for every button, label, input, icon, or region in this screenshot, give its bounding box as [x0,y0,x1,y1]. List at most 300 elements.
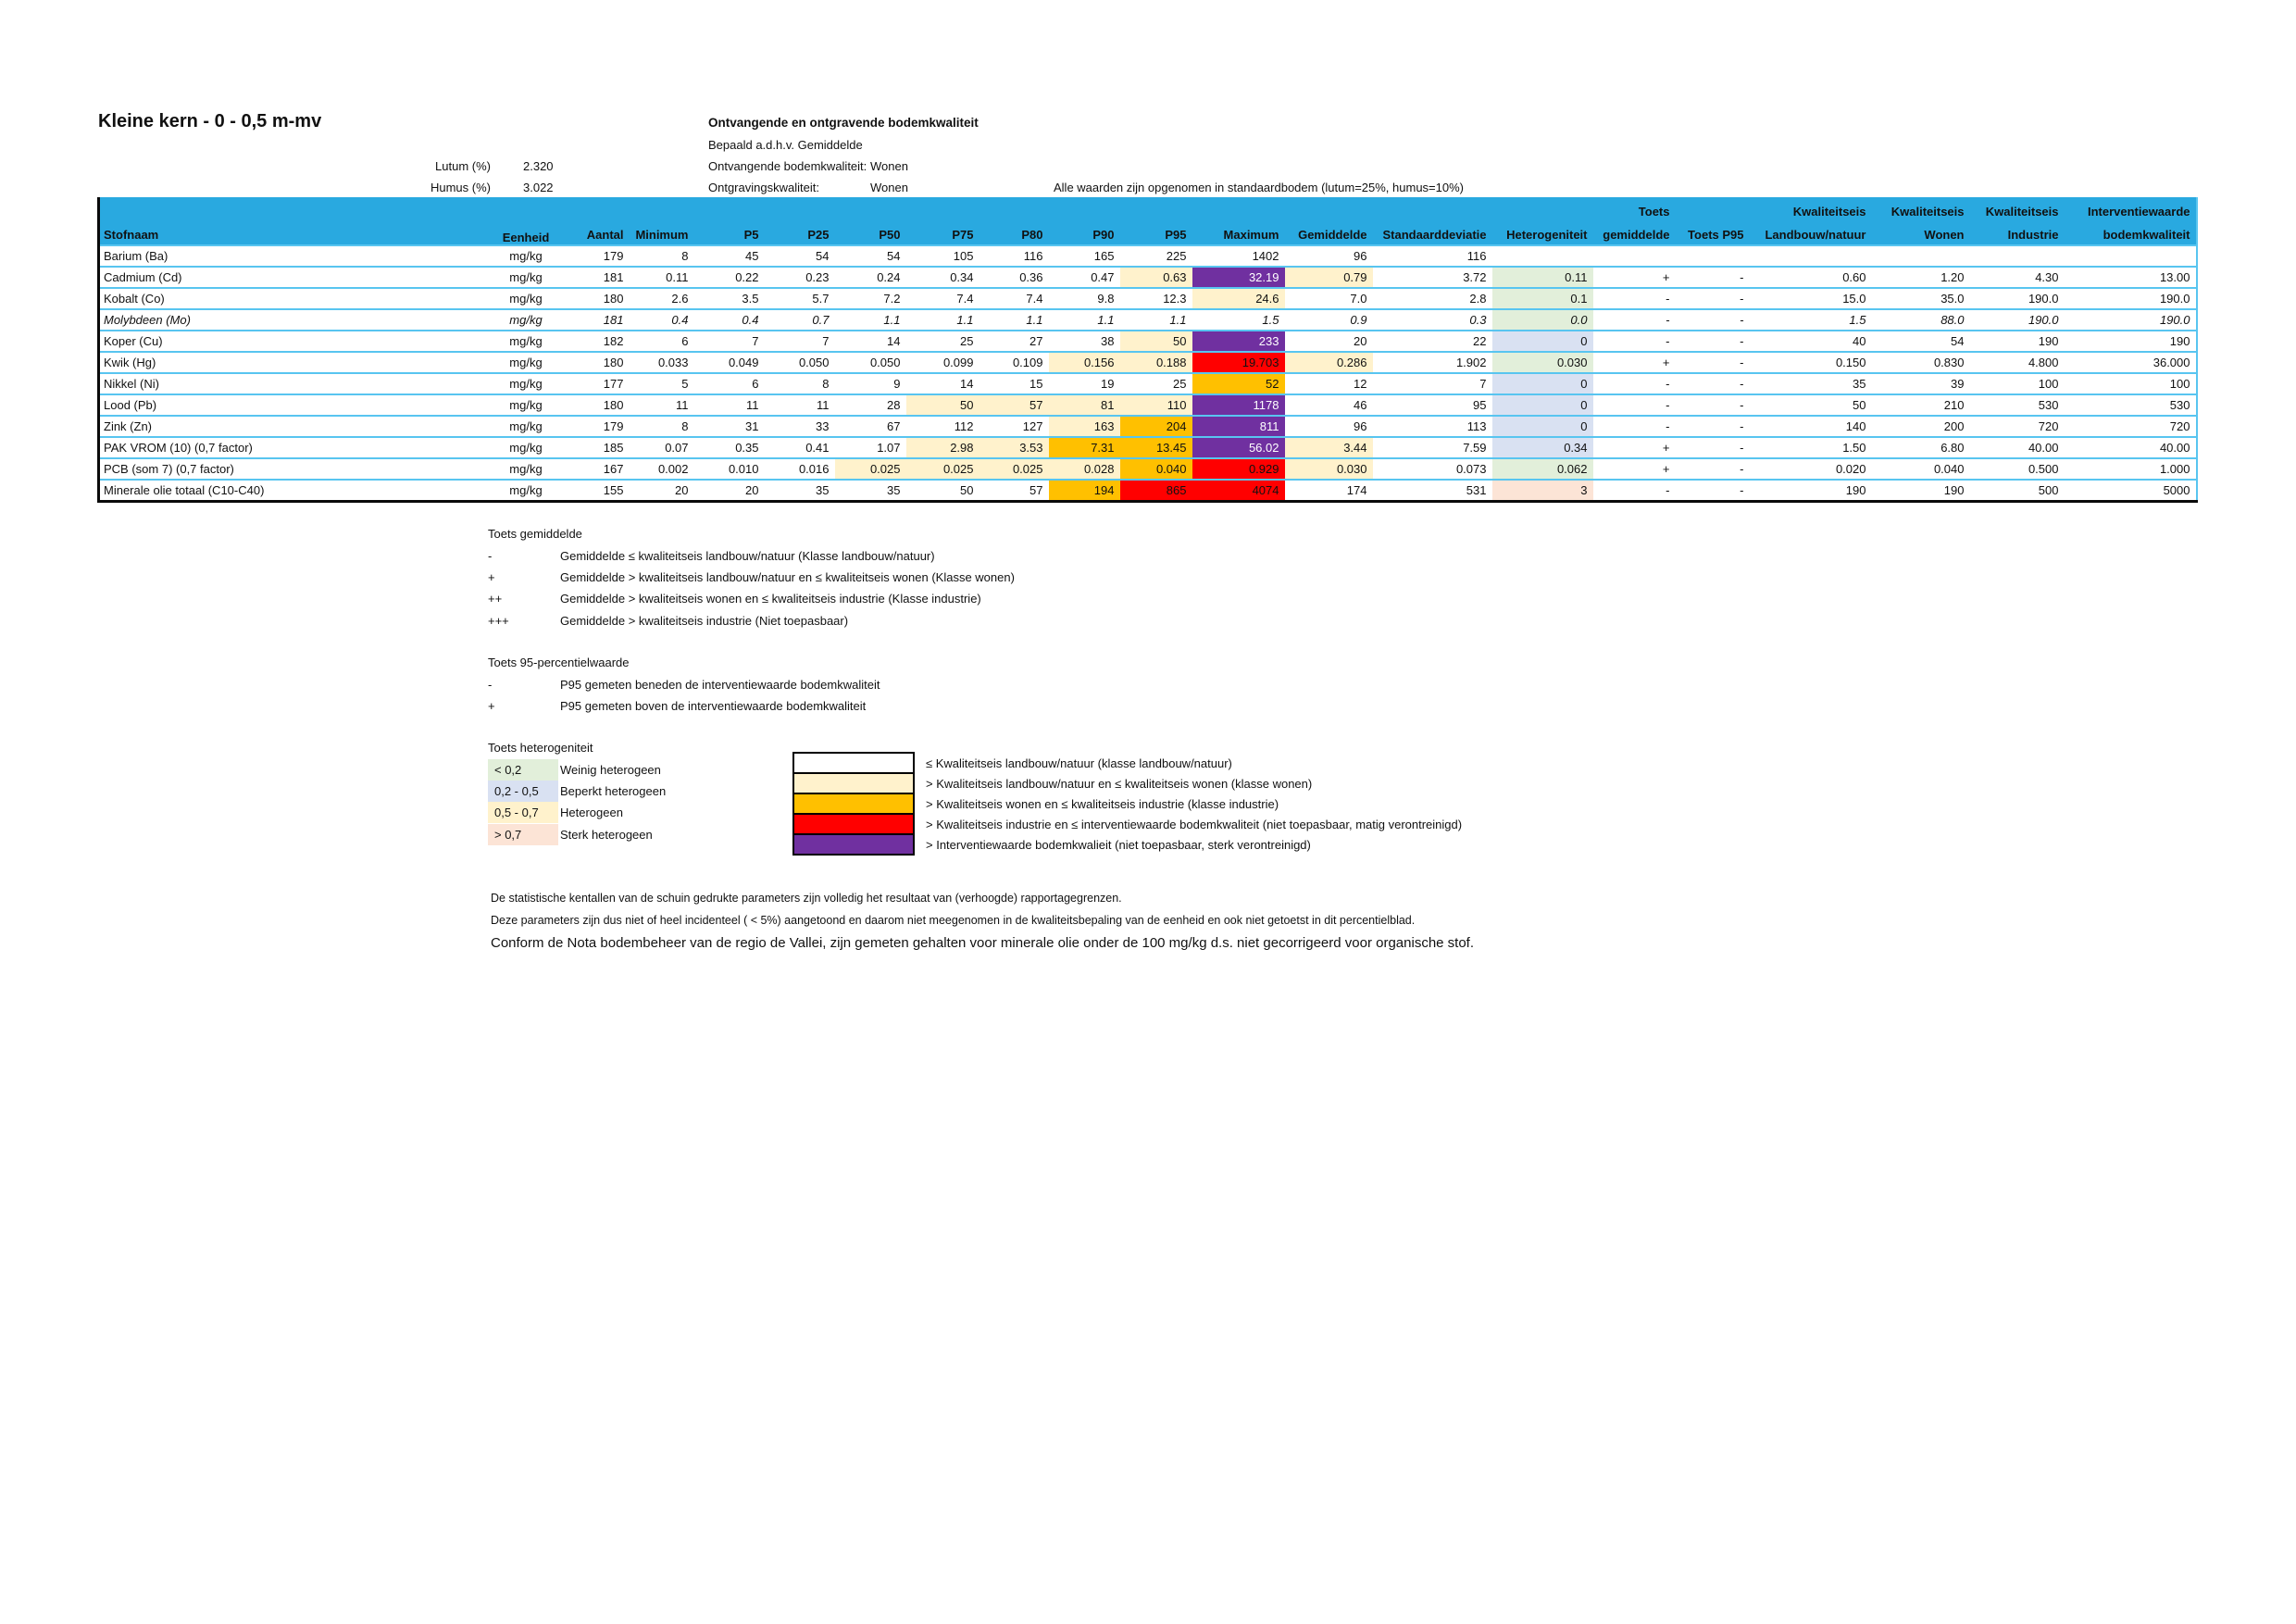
value-cell: mg/kg [491,480,562,502]
column-header: Maximum [1192,221,1285,245]
value-cell: 56.02 [1192,437,1285,458]
value-cell: 19.703 [1192,352,1285,373]
substance-name-cell: Kobalt (Co) [99,288,491,309]
value-cell: 0.025 [835,458,906,480]
value-cell: 31 [694,416,765,437]
footnote-3: Conform de Nota bodembeheer van de regio de Vallei, zijn gemeten gehalten voor minerale olie onder de 100 mg/kg d.s. niet gecorrigeerd voor organische stof. [491,935,1475,951]
value-cell: 20 [1285,331,1373,352]
footnote-1: De statistische kentallen van de schuin gedrukte parameters zijn volledig het resultaat van (verhoogde) rapportagegrenzen. [491,892,1122,905]
substance-name-cell: Koper (Cu) [99,331,491,352]
legend-item [792,793,1462,815]
value-cell: 1.1 [980,309,1049,331]
value-cell: + [1593,437,1676,458]
value-cell: 1.50 [1750,437,1872,458]
bepaald-note: Bepaald a.d.h.v. Gemiddelde [708,138,863,152]
value-cell: 24.6 [1192,288,1285,309]
value-cell: - [1593,416,1676,437]
value-cell: 2.8 [1373,288,1492,309]
value-cell: 0.41 [765,437,835,458]
column-header-top [562,197,630,221]
value-cell: 3 [1492,480,1593,502]
column-header: Gemiddelde [1285,221,1373,245]
ontgravings-value: Wonen [870,181,908,194]
heterogeneity-range-chip: < 0,2 [488,759,558,781]
value-cell: 0.1 [1492,288,1593,309]
humus-value: 3.022 [523,181,554,194]
value-cell [1970,245,2065,267]
column-header: P90 [1049,221,1120,245]
column-header-top: Interventiewaarde [2065,197,2197,221]
value-cell: - [1676,288,1750,309]
value-cell: mg/kg [491,288,562,309]
value-cell: 0.050 [835,352,906,373]
value-cell: 0.150 [1750,352,1872,373]
value-cell: - [1676,458,1750,480]
value-cell: 179 [562,416,630,437]
value-cell: 0.109 [980,352,1049,373]
value-cell: 0.028 [1049,458,1120,480]
value-cell: 8 [630,416,694,437]
value-cell: 7 [694,331,765,352]
legend-item [792,813,1462,835]
column-header-top [980,197,1049,221]
value-cell: 7.4 [906,288,980,309]
value-cell: 530 [2065,394,2197,416]
value-cell: 0.7 [765,309,835,331]
value-cell: 7.0 [1285,288,1373,309]
legend-title: Toets 95-percentielwaarde [488,656,630,670]
value-cell: 0.07 [630,437,694,458]
value-cell: 116 [1373,245,1492,267]
value-cell: - [1676,373,1750,394]
legend-item [488,544,1015,566]
value-cell: 0.23 [765,267,835,288]
value-cell: 57 [980,480,1049,502]
value-cell: 14 [835,331,906,352]
table-body [99,245,2197,502]
value-cell: 181 [562,309,630,331]
value-cell: 8 [765,373,835,394]
value-cell: 190 [2065,331,2197,352]
value-cell: 35.0 [1872,288,1970,309]
value-cell: 7.4 [980,288,1049,309]
value-cell [1676,245,1750,267]
value-cell: 7.31 [1049,437,1120,458]
value-cell: 95 [1373,394,1492,416]
value-cell: mg/kg [491,331,562,352]
column-header: Wonen [1872,221,1970,245]
value-cell: 5 [630,373,694,394]
value-cell: 0.3 [1373,309,1492,331]
value-cell: 0.286 [1285,352,1373,373]
column-header-top [1373,197,1492,221]
legend-text: ≤ Kwaliteitseis landbouw/natuur (klasse landbouw/natuur) [926,756,1232,770]
value-cell: 100 [1970,373,2065,394]
value-cell: 0 [1492,373,1593,394]
footnote-2: Deze parameters zijn dus niet of heel incidenteel ( < 5%) aangetoond en daarom niet meegenomen in de kwaliteitsbepaling van de eenheid en ook niet getoetst in dit percentielblad. [491,914,1416,927]
value-cell: 185 [562,437,630,458]
value-cell: 4.800 [1970,352,2065,373]
legend-symbol: + [488,569,495,584]
legend-item [488,824,666,845]
value-cell: mg/kg [491,245,562,267]
legend-item [488,802,666,823]
value-cell: 14 [906,373,980,394]
value-cell: 96 [1285,416,1373,437]
column-header: Eenheid [491,221,562,245]
value-cell: 0.025 [980,458,1049,480]
value-cell: 0.9 [1285,309,1373,331]
value-cell: 182 [562,331,630,352]
value-cell: 0.099 [906,352,980,373]
value-cell: - [1593,480,1676,502]
column-header-top [835,197,906,221]
column-header: Heterogeniteit [1492,221,1593,245]
value-cell: - [1593,309,1676,331]
value-cell: 0.47 [1049,267,1120,288]
value-cell [1750,245,1872,267]
ontgravings-label: Ontgravingskwaliteit: [708,181,819,194]
value-cell: 45 [694,245,765,267]
value-cell: 233 [1192,331,1285,352]
legend-text: P95 gemeten boven de interventiewaarde bodemkwaliteit [560,698,867,713]
table-row [99,458,2197,480]
value-cell: 13.45 [1120,437,1192,458]
value-cell: 2.6 [630,288,694,309]
value-cell: 35 [765,480,835,502]
legend-item [488,758,666,780]
value-cell: 1.5 [1750,309,1872,331]
value-cell: 0.79 [1285,267,1373,288]
value-cell: 5000 [2065,480,2197,502]
value-cell: 0.4 [630,309,694,331]
value-cell: 1.000 [2065,458,2197,480]
value-cell: 1178 [1192,394,1285,416]
substance-name-cell: Kwik (Hg) [99,352,491,373]
legend-toets-p95 [488,652,880,717]
legend-item [488,673,880,694]
legend-het-items [488,758,666,845]
legend-text: Sterk heterogeen [560,827,653,842]
column-header: P75 [906,221,980,245]
value-cell: - [1676,416,1750,437]
substance-name-cell: Cadmium (Cd) [99,267,491,288]
value-cell: 7 [1373,373,1492,394]
column-header: Toets P95 [1676,221,1750,245]
value-cell: 40.00 [1970,437,2065,458]
substance-name-cell: Molybdeen (Mo) [99,309,491,331]
value-cell: 865 [1120,480,1192,502]
standaardbodem-note: Alle waarden zijn opgenomen in standaardbodem (lutum=25%, humus=10%) [1054,181,1464,194]
value-cell: 6.80 [1872,437,1970,458]
value-cell: 0.500 [1970,458,2065,480]
value-cell: 1.1 [835,309,906,331]
value-cell: 12 [1285,373,1373,394]
column-header-top [491,197,562,221]
class-color-swatch [792,833,915,856]
column-header-top [1049,197,1120,221]
value-cell: 32.19 [1192,267,1285,288]
value-cell: 0.020 [1750,458,1872,480]
value-cell: 40 [1750,331,1872,352]
value-cell: 39 [1872,373,1970,394]
value-cell: 174 [1285,480,1373,502]
ontvangende-label: Ontvangende bodemkwaliteit: [708,159,867,173]
column-header-top [1492,197,1593,221]
table-row [99,416,2197,437]
legend-text: Gemiddelde ≤ kwaliteitseis landbouw/natuur (Klasse landbouw/natuur) [560,548,935,563]
value-cell: 0.34 [906,267,980,288]
value-cell: 0.025 [906,458,980,480]
legend-text: > Kwaliteitseis industrie en ≤ interventiewaarde bodemkwaliteit (niet toepasbaar, matig verontreinigd) [926,817,1463,831]
value-cell: 25 [1120,373,1192,394]
value-cell: 0.34 [1492,437,1593,458]
substance-name-cell: Zink (Zn) [99,416,491,437]
legend-text: Gemiddelde > kwaliteitseis industrie (Niet toepasbaar) [560,613,849,628]
value-cell: 0.040 [1120,458,1192,480]
heterogeneity-range-chip: > 0,7 [488,824,558,845]
legend-title: Toets heterogeniteit [488,741,593,756]
column-header-top [1120,197,1192,221]
value-cell: 0.36 [980,267,1049,288]
table-row [99,373,2197,394]
value-cell: 180 [562,352,630,373]
value-cell: 0.929 [1192,458,1285,480]
value-cell: 165 [1049,245,1120,267]
lutum-value: 2.320 [523,159,554,173]
value-cell [1872,245,1970,267]
value-cell: - [1676,309,1750,331]
legend-item [792,833,1462,856]
value-cell: mg/kg [491,416,562,437]
substance-name-cell: Nikkel (Ni) [99,373,491,394]
value-cell: 67 [835,416,906,437]
column-header: Landbouw/natuur [1750,221,1872,245]
value-cell: 0.11 [1492,267,1593,288]
value-cell: 8 [630,245,694,267]
class-color-swatch [792,772,915,794]
value-cell: mg/kg [491,267,562,288]
legend-item [792,772,1462,794]
table-row [99,352,2197,373]
column-header-top [765,197,835,221]
value-cell: 3.44 [1285,437,1373,458]
legend-item [488,567,1015,588]
value-cell: 4074 [1192,480,1285,502]
legend-class-swatches [792,752,1462,856]
value-cell [1593,245,1676,267]
value-cell: 113 [1373,416,1492,437]
value-cell [1492,245,1593,267]
value-cell: 204 [1120,416,1192,437]
value-cell: mg/kg [491,394,562,416]
value-cell: mg/kg [491,458,562,480]
value-cell: 50 [1120,331,1192,352]
legend-gemiddelde-items [488,544,1015,631]
value-cell: 531 [1373,480,1492,502]
value-cell: 22 [1373,331,1492,352]
legend-text: > Interventiewaarde bodemkwalieit (niet toepasbaar, sterk verontreinigd) [926,837,1311,852]
value-cell: 28 [835,394,906,416]
value-cell: 500 [1970,480,2065,502]
value-cell: 4.30 [1970,267,2065,288]
value-cell: 15.0 [1750,288,1872,309]
value-cell: 7 [765,331,835,352]
value-cell: 190 [1750,480,1872,502]
value-cell: 0 [1492,331,1593,352]
value-cell: 210 [1872,394,1970,416]
value-cell: 112 [906,416,980,437]
value-cell: 190.0 [1970,309,2065,331]
value-cell: 0.049 [694,352,765,373]
value-cell: 0.4 [694,309,765,331]
value-cell: 35 [835,480,906,502]
legend-text: Beperkt heterogeen [560,783,667,798]
column-header-top [1676,197,1750,221]
value-cell: 0.0 [1492,309,1593,331]
value-cell: 116 [980,245,1049,267]
value-cell: 3.72 [1373,267,1492,288]
value-cell: - [1676,352,1750,373]
value-cell: 140 [1750,416,1872,437]
value-cell: 50 [1750,394,1872,416]
value-cell: 1.1 [906,309,980,331]
value-cell: - [1676,394,1750,416]
value-cell: 20 [630,480,694,502]
value-cell: 50 [906,394,980,416]
column-header-top [99,197,491,221]
value-cell: 0 [1492,394,1593,416]
value-cell: 57 [980,394,1049,416]
value-cell: 3.5 [694,288,765,309]
value-cell: 190 [1872,480,1970,502]
value-cell: 11 [765,394,835,416]
value-cell: - [1676,331,1750,352]
value-cell: 0.188 [1120,352,1192,373]
value-cell: 0.030 [1492,352,1593,373]
value-cell: 0.050 [765,352,835,373]
value-cell: 20 [694,480,765,502]
value-cell: 33 [765,416,835,437]
value-cell: + [1593,267,1676,288]
value-cell: 81 [1049,394,1120,416]
value-cell: 36.000 [2065,352,2197,373]
table-row [99,245,2197,267]
value-cell: 5.7 [765,288,835,309]
class-color-swatch [792,793,915,815]
table-row [99,331,2197,352]
column-header-top: Toets [1593,197,1676,221]
value-cell: 0.22 [694,267,765,288]
value-cell: 46 [1285,394,1373,416]
table-row [99,267,2197,288]
value-cell: 179 [562,245,630,267]
value-cell: 9 [835,373,906,394]
value-cell: 15 [980,373,1049,394]
column-header-top [1285,197,1373,221]
legend-symbol: + [488,698,495,713]
value-cell: 181 [562,267,630,288]
value-cell: + [1593,458,1676,480]
soil-table [97,197,2198,503]
value-cell: 0.062 [1492,458,1593,480]
legend-item [488,610,1015,631]
value-cell: 0.63 [1120,267,1192,288]
legend-text: P95 gemeten beneden de interventiewaarde bodemkwaliteit [560,677,880,692]
heterogeneity-range-chip: 0,2 - 0,5 [488,781,558,802]
ontvangende-value: Wonen [870,159,908,173]
legend-text: Heterogeen [560,806,623,820]
legend-toets-gemiddelde [488,523,1015,631]
legend-symbol: - [488,548,493,563]
column-header: Industrie [1970,221,2065,245]
value-cell: - [1593,394,1676,416]
value-cell: 0.002 [630,458,694,480]
column-header-top: Kwaliteitseis [1970,197,2065,221]
value-cell: 52 [1192,373,1285,394]
legend-symbol: +++ [488,613,509,628]
value-cell: 155 [562,480,630,502]
value-cell: 110 [1120,394,1192,416]
value-cell: 1.1 [1049,309,1120,331]
table-row [99,309,2197,331]
value-cell: 13.00 [2065,267,2197,288]
legend-item [488,588,1015,609]
value-cell: 35 [1750,373,1872,394]
value-cell: 105 [906,245,980,267]
value-cell: 96 [1285,245,1373,267]
value-cell: 50 [906,480,980,502]
column-header: P5 [694,221,765,245]
value-cell: 7.2 [835,288,906,309]
legend-item [792,752,1462,774]
value-cell: + [1593,352,1676,373]
value-cell: 167 [562,458,630,480]
value-cell: 100 [2065,373,2197,394]
heterogeneity-range-chip: 0,5 - 0,7 [488,802,558,823]
value-cell: 1.902 [1373,352,1492,373]
value-cell: 177 [562,373,630,394]
value-cell: 530 [1970,394,2065,416]
substance-name-cell: Minerale olie totaal (C10-C40) [99,480,491,502]
value-cell: 0.35 [694,437,765,458]
value-cell: 12.3 [1120,288,1192,309]
value-cell: 163 [1049,416,1120,437]
value-cell: 38 [1049,331,1120,352]
legend-item [488,695,880,717]
quality-block-title: Ontvangende en ontgravende bodemkwaliteit [708,116,979,130]
substance-name-cell: PCB (som 7) (0,7 factor) [99,458,491,480]
value-cell: mg/kg [491,352,562,373]
value-cell: 1.20 [1872,267,1970,288]
column-header-top [630,197,694,221]
table-row [99,480,2197,502]
value-cell: 9.8 [1049,288,1120,309]
legend-symbol: - [488,677,493,692]
header-row-top [99,197,2197,221]
value-cell: 1.1 [1120,309,1192,331]
value-cell: 180 [562,288,630,309]
value-cell [2065,245,2197,267]
value-cell: 194 [1049,480,1120,502]
lutum-label: Lutum (%) [435,159,491,173]
value-cell: - [1593,331,1676,352]
value-cell: 0.016 [765,458,835,480]
value-cell: 0.11 [630,267,694,288]
value-cell: 0.24 [835,267,906,288]
value-cell: 190.0 [2065,309,2197,331]
legend-heterogeniteit [488,737,666,845]
